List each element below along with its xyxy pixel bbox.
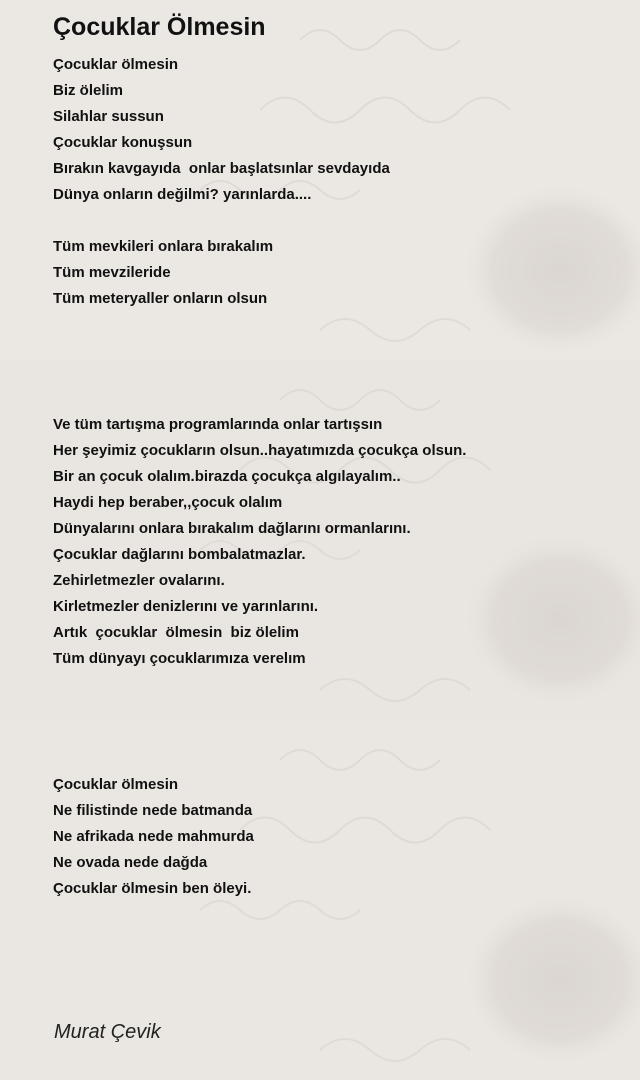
poem-line: Ne filistinde nede batmanda [53, 802, 253, 819]
poem-line: Çocuklar ölmesin [53, 56, 179, 73]
poem-line: Çocuklar konuşsun [53, 134, 193, 151]
poem-line: Bırakın kavgayıda onlar başlatsınlar sevdayıda [53, 160, 390, 177]
poem-line: Tüm mevzileride [53, 264, 171, 281]
poem-line: Dünyalarını onlara bırakalım dağlarını ormanlarını. [53, 520, 411, 537]
poem-line: Zehirletmezler ovalarını. [53, 572, 225, 589]
poem-line: Kirletmezler denizlerını ve yarınlarını. [53, 598, 319, 615]
poem-line: Tüm mevkileri onlara bırakalım [53, 238, 274, 255]
author-name: Murat Çevik [54, 1021, 161, 1043]
poem-line: Tüm meteryaller onların olsun [53, 290, 268, 307]
poem-line: Silahlar sussun [53, 108, 164, 125]
poem-line: Ve tüm tartışma programlarında onlar tartışsın [53, 416, 383, 433]
poem-line: Dünya onların değilmi? yarınlarda.... [53, 186, 312, 203]
poem-line: Ne ovada nede dağda [53, 854, 208, 871]
poem-line: Her şeyimiz çocukların olsun..hayatımızda çocukça olsun. [53, 442, 467, 459]
poem-title: Çocuklar Ölmesin [53, 13, 266, 41]
poem-line: Tüm dünyayı çocuklarımıza verelım [53, 650, 306, 667]
poem-line: Haydi hep beraber,,çocuk olalım [53, 494, 283, 511]
stanza-2 [53, 412, 466, 672]
poem-line: Çocuklar dağlarını bombalatmazlar. [53, 546, 306, 563]
poem-line: Ne afrikada nede mahmurda [53, 828, 254, 845]
poem-line: Bir an çocuk olalım.birazda çocukça algılayalım.. [53, 468, 401, 485]
stanza-1 [53, 52, 390, 312]
poem-line: Çocuklar ölmesin [53, 776, 179, 793]
poem-line: Çocuklar ölmesin ben öleyi. [53, 880, 252, 897]
poem-line: Artık çocuklar ölmesin biz ölelim [53, 624, 299, 641]
poem-line-blank [53, 208, 390, 234]
poem-line: Biz ölelim [53, 82, 124, 99]
stanza-3 [53, 772, 254, 902]
